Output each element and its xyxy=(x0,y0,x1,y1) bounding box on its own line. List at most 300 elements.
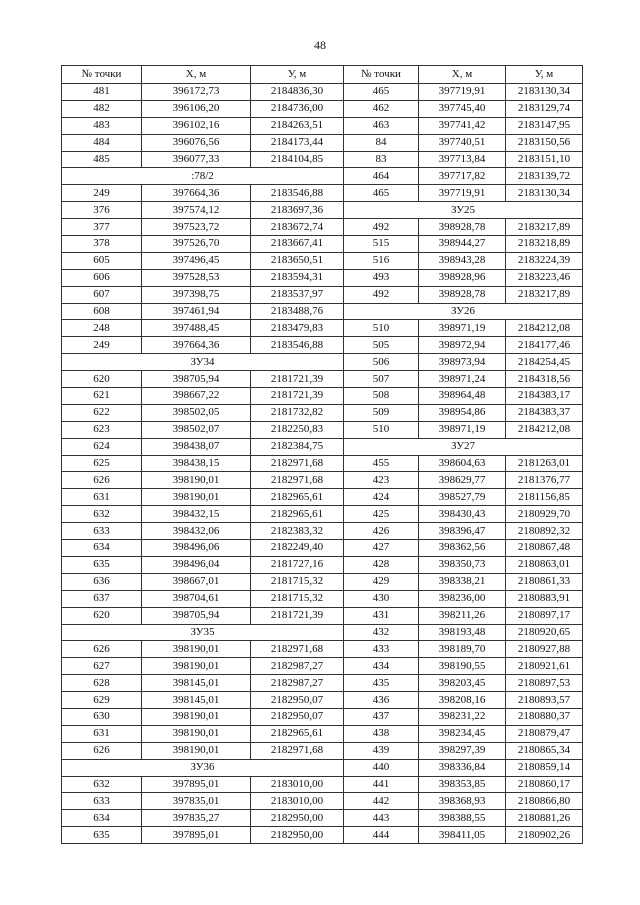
x-coordinate: 398396,47 xyxy=(419,523,506,540)
point-number: 630 xyxy=(62,708,142,725)
table-row xyxy=(62,658,583,675)
y-coordinate: 2183223,46 xyxy=(506,269,583,286)
x-coordinate: 398964,48 xyxy=(419,388,506,405)
x-coordinate: 398190,01 xyxy=(142,742,251,759)
x-coordinate: 398338,21 xyxy=(419,573,506,590)
table-row xyxy=(62,827,583,844)
y-coordinate: 2184836,30 xyxy=(251,84,344,101)
y-coordinate: 2183479,83 xyxy=(251,320,344,337)
y-coordinate: 2182965,61 xyxy=(251,725,344,742)
x-coordinate: 397664,36 xyxy=(142,337,251,354)
x-coordinate: 398203,45 xyxy=(419,675,506,692)
point-number: 492 xyxy=(344,286,419,303)
y-coordinate: 2180859,14 xyxy=(506,759,583,776)
x-coordinate: 398705,94 xyxy=(142,607,251,624)
x-coordinate: 398438,07 xyxy=(142,438,251,455)
point-number: 423 xyxy=(344,472,419,489)
table-row xyxy=(62,692,583,709)
y-coordinate: 2180897,17 xyxy=(506,607,583,624)
y-coordinate: 2182384,75 xyxy=(251,438,344,455)
point-number: 249 xyxy=(62,185,142,202)
y-coordinate: 2180921,61 xyxy=(506,658,583,675)
x-coordinate: 396077,33 xyxy=(142,151,251,168)
table-body xyxy=(62,66,583,844)
x-coordinate: 398388,55 xyxy=(419,810,506,827)
x-coordinate: 398362,56 xyxy=(419,540,506,557)
x-coordinate: 398430,43 xyxy=(419,506,506,523)
y-coordinate: 2180860,17 xyxy=(506,776,583,793)
y-coordinate: 2180867,48 xyxy=(506,540,583,557)
table-row xyxy=(62,725,583,742)
x-coordinate: 397835,27 xyxy=(142,810,251,827)
section-label: ЗУ34 xyxy=(62,354,344,371)
section-label: :78/2 xyxy=(62,168,344,185)
point-number: 508 xyxy=(344,388,419,405)
table-row xyxy=(62,185,583,202)
x-coordinate: 397398,75 xyxy=(142,286,251,303)
y-coordinate: 2183537,97 xyxy=(251,286,344,303)
point-number: 626 xyxy=(62,641,142,658)
y-coordinate: 2184254,45 xyxy=(506,354,583,371)
table-row xyxy=(62,523,583,540)
point-number: 465 xyxy=(344,185,419,202)
y-coordinate: 2182950,00 xyxy=(251,827,344,844)
y-coordinate: 2181263,01 xyxy=(506,455,583,472)
point-number: 629 xyxy=(62,692,142,709)
table-row xyxy=(62,793,583,810)
point-number: 84 xyxy=(344,134,419,151)
point-number: 485 xyxy=(62,151,142,168)
point-number: 633 xyxy=(62,793,142,810)
x-coordinate: 398350,73 xyxy=(419,556,506,573)
y-coordinate: 2184177,46 xyxy=(506,337,583,354)
x-coordinate: 398496,06 xyxy=(142,540,251,557)
point-number: 443 xyxy=(344,810,419,827)
x-coordinate: 397528,53 xyxy=(142,269,251,286)
y-coordinate: 2180881,26 xyxy=(506,810,583,827)
table-row xyxy=(62,84,583,101)
x-coordinate: 398231,22 xyxy=(419,708,506,725)
y-coordinate: 2183546,88 xyxy=(251,337,344,354)
y-coordinate: 2180879,47 xyxy=(506,725,583,742)
x-coordinate: 397713,84 xyxy=(419,151,506,168)
y-coordinate: 2182987,27 xyxy=(251,658,344,675)
table-row xyxy=(62,708,583,725)
y-coordinate: 2180865,34 xyxy=(506,742,583,759)
y-coordinate: 2182950,07 xyxy=(251,692,344,709)
point-number: 376 xyxy=(62,202,142,219)
x-coordinate: 397461,94 xyxy=(142,303,251,320)
x-coordinate: 398954,86 xyxy=(419,404,506,421)
x-coordinate: 397664,36 xyxy=(142,185,251,202)
table-row xyxy=(62,438,583,455)
table-row xyxy=(62,151,583,168)
y-coordinate: 2180902,26 xyxy=(506,827,583,844)
x-coordinate: 397488,45 xyxy=(142,320,251,337)
y-coordinate: 2183150,56 xyxy=(506,134,583,151)
point-number: 510 xyxy=(344,421,419,438)
point-number: 632 xyxy=(62,776,142,793)
point-number: 83 xyxy=(344,151,419,168)
x-coordinate: 398496,04 xyxy=(142,556,251,573)
x-coordinate: 398705,94 xyxy=(142,371,251,388)
x-coordinate: 398208,16 xyxy=(419,692,506,709)
point-number: 637 xyxy=(62,590,142,607)
y-coordinate: 2184318,56 xyxy=(506,371,583,388)
x-coordinate: 398368,93 xyxy=(419,793,506,810)
y-coordinate: 2184263,51 xyxy=(251,117,344,134)
y-coordinate: 2183151,10 xyxy=(506,151,583,168)
point-number: 625 xyxy=(62,455,142,472)
table-row xyxy=(62,759,583,776)
y-coordinate: 2181727,16 xyxy=(251,556,344,573)
y-coordinate: 2181715,32 xyxy=(251,573,344,590)
point-number: 462 xyxy=(344,100,419,117)
y-coordinate: 2182249,40 xyxy=(251,540,344,557)
point-number: 433 xyxy=(344,641,419,658)
x-coordinate: 396076,56 xyxy=(142,134,251,151)
table-row xyxy=(62,556,583,573)
y-coordinate: 2184736,00 xyxy=(251,100,344,117)
x-coordinate: 397745,40 xyxy=(419,100,506,117)
table-row xyxy=(62,252,583,269)
point-number: 620 xyxy=(62,607,142,624)
table-row xyxy=(62,540,583,557)
x-coordinate: 397717,82 xyxy=(419,168,506,185)
x-coordinate: 398190,01 xyxy=(142,708,251,725)
x-coordinate: 396106,20 xyxy=(142,100,251,117)
y-coordinate: 2180927,88 xyxy=(506,641,583,658)
point-number: 631 xyxy=(62,489,142,506)
table-row xyxy=(62,168,583,185)
x-coordinate: 398928,78 xyxy=(419,286,506,303)
y-coordinate: 2181721,39 xyxy=(251,371,344,388)
y-coordinate: 2183667,41 xyxy=(251,236,344,253)
point-number: 436 xyxy=(344,692,419,709)
point-number: 464 xyxy=(344,168,419,185)
y-coordinate: 2180861,33 xyxy=(506,573,583,590)
section-label: ЗУ27 xyxy=(344,438,583,455)
y-coordinate: 2183224,39 xyxy=(506,252,583,269)
x-coordinate: 398928,96 xyxy=(419,269,506,286)
y-coordinate: 2182950,00 xyxy=(251,810,344,827)
point-number: 505 xyxy=(344,337,419,354)
y-coordinate: 2183130,34 xyxy=(506,185,583,202)
point-number: 626 xyxy=(62,742,142,759)
point-number: 455 xyxy=(344,455,419,472)
column-header: Х, м xyxy=(419,66,506,84)
point-number: 510 xyxy=(344,320,419,337)
point-number: 634 xyxy=(62,810,142,827)
y-coordinate: 2183488,76 xyxy=(251,303,344,320)
section-label: ЗУ26 xyxy=(344,303,583,320)
x-coordinate: 398145,01 xyxy=(142,675,251,692)
y-coordinate: 2182965,61 xyxy=(251,489,344,506)
table-row xyxy=(62,573,583,590)
table-row xyxy=(62,354,583,371)
point-number: 429 xyxy=(344,573,419,590)
table-row xyxy=(62,219,583,236)
y-coordinate: 2182965,61 xyxy=(251,506,344,523)
point-number: 621 xyxy=(62,388,142,405)
y-coordinate: 2184383,17 xyxy=(506,388,583,405)
point-number: 636 xyxy=(62,573,142,590)
point-number: 627 xyxy=(62,658,142,675)
point-number: 635 xyxy=(62,827,142,844)
point-number: 492 xyxy=(344,219,419,236)
point-number: 428 xyxy=(344,556,419,573)
y-coordinate: 2182971,68 xyxy=(251,742,344,759)
x-coordinate: 398189,70 xyxy=(419,641,506,658)
point-number: 425 xyxy=(344,506,419,523)
x-coordinate: 398502,07 xyxy=(142,421,251,438)
y-coordinate: 2183010,00 xyxy=(251,793,344,810)
point-number: 608 xyxy=(62,303,142,320)
table-row xyxy=(62,641,583,658)
y-coordinate: 2182383,32 xyxy=(251,523,344,540)
point-number: 427 xyxy=(344,540,419,557)
y-coordinate: 2182971,68 xyxy=(251,455,344,472)
y-coordinate: 2181732,82 xyxy=(251,404,344,421)
y-coordinate: 2181156,85 xyxy=(506,489,583,506)
y-coordinate: 2180929,70 xyxy=(506,506,583,523)
table-row xyxy=(62,776,583,793)
table-row xyxy=(62,134,583,151)
y-coordinate: 2181721,39 xyxy=(251,388,344,405)
y-coordinate: 2181715,32 xyxy=(251,590,344,607)
x-coordinate: 396172,73 xyxy=(142,84,251,101)
point-number: 606 xyxy=(62,269,142,286)
table-row xyxy=(62,607,583,624)
x-coordinate: 398190,01 xyxy=(142,489,251,506)
x-coordinate: 397496,45 xyxy=(142,252,251,269)
x-coordinate: 397741,42 xyxy=(419,117,506,134)
table-row xyxy=(62,404,583,421)
point-number: 439 xyxy=(344,742,419,759)
x-coordinate: 398973,94 xyxy=(419,354,506,371)
y-coordinate: 2183129,74 xyxy=(506,100,583,117)
y-coordinate: 2182971,68 xyxy=(251,641,344,658)
y-coordinate: 2180897,53 xyxy=(506,675,583,692)
table-row xyxy=(62,117,583,134)
point-number: 633 xyxy=(62,523,142,540)
y-coordinate: 2184173,44 xyxy=(251,134,344,151)
point-number: 628 xyxy=(62,675,142,692)
y-coordinate: 2182971,68 xyxy=(251,472,344,489)
table-row xyxy=(62,100,583,117)
x-coordinate: 396102,16 xyxy=(142,117,251,134)
point-number: 607 xyxy=(62,286,142,303)
point-number: 435 xyxy=(344,675,419,692)
point-number: 506 xyxy=(344,354,419,371)
y-coordinate: 2183130,34 xyxy=(506,84,583,101)
table-row xyxy=(62,624,583,641)
x-coordinate: 397523,72 xyxy=(142,219,251,236)
x-coordinate: 398190,01 xyxy=(142,472,251,489)
x-coordinate: 397895,01 xyxy=(142,827,251,844)
point-number: 249 xyxy=(62,337,142,354)
point-number: 622 xyxy=(62,404,142,421)
point-number: 509 xyxy=(344,404,419,421)
point-number: 444 xyxy=(344,827,419,844)
y-coordinate: 2184212,08 xyxy=(506,320,583,337)
point-number: 482 xyxy=(62,100,142,117)
x-coordinate: 398190,01 xyxy=(142,725,251,742)
point-number: 248 xyxy=(62,320,142,337)
x-coordinate: 398432,15 xyxy=(142,506,251,523)
x-coordinate: 398190,01 xyxy=(142,658,251,675)
point-number: 442 xyxy=(344,793,419,810)
y-coordinate: 2180863,01 xyxy=(506,556,583,573)
y-coordinate: 2184383,37 xyxy=(506,404,583,421)
y-coordinate: 2183010,00 xyxy=(251,776,344,793)
x-coordinate: 398667,22 xyxy=(142,388,251,405)
y-coordinate: 2181721,39 xyxy=(251,607,344,624)
point-number: 437 xyxy=(344,708,419,725)
y-coordinate: 2183672,74 xyxy=(251,219,344,236)
y-coordinate: 2183139,72 xyxy=(506,168,583,185)
x-coordinate: 397895,01 xyxy=(142,776,251,793)
x-coordinate: 398411,05 xyxy=(419,827,506,844)
y-coordinate: 2183147,95 xyxy=(506,117,583,134)
table-row xyxy=(62,371,583,388)
table-row xyxy=(62,269,583,286)
point-number: 434 xyxy=(344,658,419,675)
x-coordinate: 398438,15 xyxy=(142,455,251,472)
x-coordinate: 397574,12 xyxy=(142,202,251,219)
y-coordinate: 2184212,08 xyxy=(506,421,583,438)
column-header: № точки xyxy=(344,66,419,84)
x-coordinate: 398604,63 xyxy=(419,455,506,472)
point-number: 635 xyxy=(62,556,142,573)
point-number: 484 xyxy=(62,134,142,151)
table-row xyxy=(62,202,583,219)
point-number: 377 xyxy=(62,219,142,236)
y-coordinate: 2181376,77 xyxy=(506,472,583,489)
table-row xyxy=(62,286,583,303)
point-number: 515 xyxy=(344,236,419,253)
column-header: № точки xyxy=(62,66,142,84)
point-number: 623 xyxy=(62,421,142,438)
x-coordinate: 398190,55 xyxy=(419,658,506,675)
y-coordinate: 2180880,37 xyxy=(506,708,583,725)
table-row xyxy=(62,388,583,405)
x-coordinate: 398972,94 xyxy=(419,337,506,354)
point-number: 424 xyxy=(344,489,419,506)
point-number: 378 xyxy=(62,236,142,253)
x-coordinate: 398193,48 xyxy=(419,624,506,641)
x-coordinate: 398629,77 xyxy=(419,472,506,489)
table-row xyxy=(62,421,583,438)
y-coordinate: 2183217,89 xyxy=(506,219,583,236)
x-coordinate: 398211,26 xyxy=(419,607,506,624)
table-row xyxy=(62,472,583,489)
x-coordinate: 398297,39 xyxy=(419,742,506,759)
point-number: 463 xyxy=(344,117,419,134)
x-coordinate: 398353,85 xyxy=(419,776,506,793)
y-coordinate: 2183218,89 xyxy=(506,236,583,253)
x-coordinate: 397719,91 xyxy=(419,84,506,101)
point-number: 483 xyxy=(62,117,142,134)
point-number: 426 xyxy=(344,523,419,540)
y-coordinate: 2183594,31 xyxy=(251,269,344,286)
point-number: 631 xyxy=(62,725,142,742)
y-coordinate: 2180866,80 xyxy=(506,793,583,810)
y-coordinate: 2183217,89 xyxy=(506,286,583,303)
section-label: ЗУ25 xyxy=(344,202,583,219)
y-coordinate: 2180920,65 xyxy=(506,624,583,641)
point-number: 634 xyxy=(62,540,142,557)
x-coordinate: 398527,79 xyxy=(419,489,506,506)
point-number: 624 xyxy=(62,438,142,455)
y-coordinate: 2183546,88 xyxy=(251,185,344,202)
table-row xyxy=(62,320,583,337)
x-coordinate: 398928,78 xyxy=(419,219,506,236)
x-coordinate: 397835,01 xyxy=(142,793,251,810)
x-coordinate: 398704,61 xyxy=(142,590,251,607)
table-row xyxy=(62,455,583,472)
coordinates-table xyxy=(61,65,583,844)
point-number: 432 xyxy=(344,624,419,641)
x-coordinate: 398234,45 xyxy=(419,725,506,742)
table-row xyxy=(62,236,583,253)
x-coordinate: 398336,84 xyxy=(419,759,506,776)
table-row xyxy=(62,506,583,523)
column-header: Х, м xyxy=(142,66,251,84)
x-coordinate: 398432,06 xyxy=(142,523,251,540)
column-header: У, м xyxy=(251,66,344,84)
point-number: 493 xyxy=(344,269,419,286)
point-number: 626 xyxy=(62,472,142,489)
point-number: 430 xyxy=(344,590,419,607)
table-row xyxy=(62,303,583,320)
point-number: 465 xyxy=(344,84,419,101)
y-coordinate: 2184104,85 xyxy=(251,151,344,168)
x-coordinate: 398502,05 xyxy=(142,404,251,421)
table-header-row xyxy=(62,66,583,84)
page-number: 48 xyxy=(314,38,326,52)
column-header: У, м xyxy=(506,66,583,84)
x-coordinate: 398667,01 xyxy=(142,573,251,590)
x-coordinate: 398190,01 xyxy=(142,641,251,658)
section-label: ЗУ36 xyxy=(62,759,344,776)
table-row xyxy=(62,675,583,692)
point-number: 441 xyxy=(344,776,419,793)
x-coordinate: 398145,01 xyxy=(142,692,251,709)
x-coordinate: 398236,00 xyxy=(419,590,506,607)
x-coordinate: 397740,51 xyxy=(419,134,506,151)
y-coordinate: 2180883,91 xyxy=(506,590,583,607)
table-row xyxy=(62,337,583,354)
table-row xyxy=(62,810,583,827)
y-coordinate: 2182950,07 xyxy=(251,708,344,725)
y-coordinate: 2182987,27 xyxy=(251,675,344,692)
x-coordinate: 397719,91 xyxy=(419,185,506,202)
point-number: 507 xyxy=(344,371,419,388)
y-coordinate: 2183650,51 xyxy=(251,252,344,269)
point-number: 431 xyxy=(344,607,419,624)
y-coordinate: 2182250,83 xyxy=(251,421,344,438)
x-coordinate: 398943,28 xyxy=(419,252,506,269)
y-coordinate: 2180892,32 xyxy=(506,523,583,540)
point-number: 516 xyxy=(344,252,419,269)
table-row xyxy=(62,590,583,607)
y-coordinate: 2183697,36 xyxy=(251,202,344,219)
point-number: 438 xyxy=(344,725,419,742)
x-coordinate: 398944,27 xyxy=(419,236,506,253)
x-coordinate: 397526,70 xyxy=(142,236,251,253)
point-number: 481 xyxy=(62,84,142,101)
